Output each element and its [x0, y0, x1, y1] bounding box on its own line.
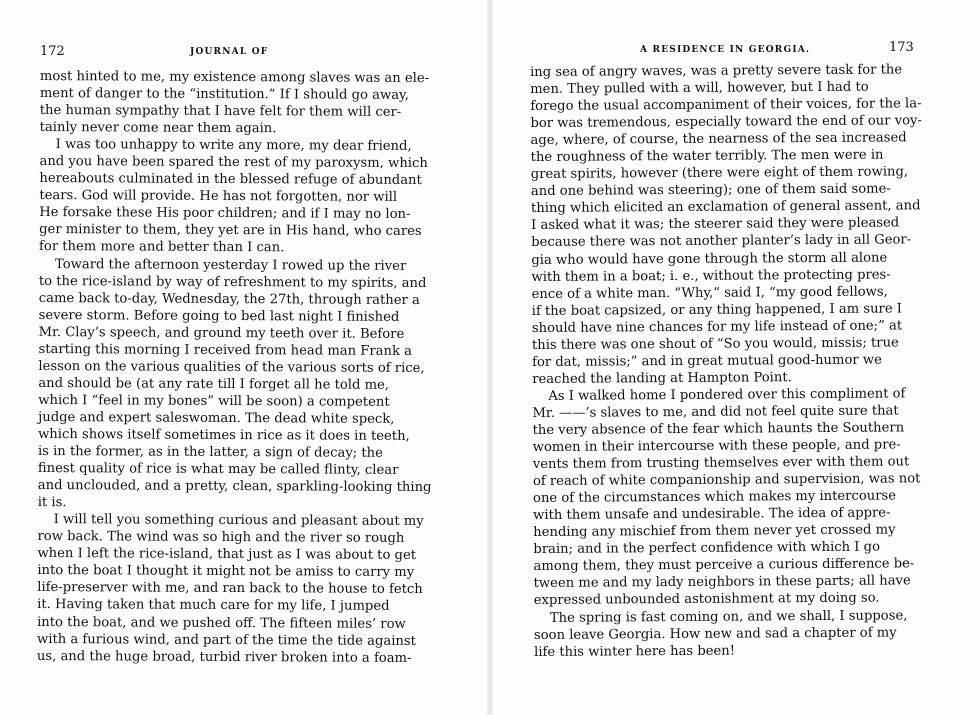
text-line: among them, they must perceive a curious difference be-: [533, 556, 915, 575]
text-line: judge and expert saleswoman. The dead white speck,: [38, 409, 395, 427]
text-line: for dat, missis;” and in great mutual good-humor we: [532, 352, 882, 370]
text-line: reached the landing at Hampton Point.: [532, 370, 792, 387]
text-line: life this winter here has been!: [534, 643, 736, 660]
text-line: ger minister to them, they yet are in His hand, who cares: [39, 222, 422, 240]
text-line: should have nine chances for my life instead of one;” at: [531, 318, 903, 336]
text-line: great spirits, however (there were eight of them rowing,: [530, 164, 909, 183]
text-line: if the boat capsized, or any thing happened, I am sure I: [531, 301, 902, 319]
text-line: because there was not another planter’s lady in all Geor-: [531, 232, 912, 251]
right-page-number: 173: [889, 40, 914, 55]
text-line: men. They pulled with a will, however, but I had to: [530, 79, 869, 98]
text-line: forego the usual accompaniment of their voices, for the la-: [530, 96, 922, 115]
text-line: vents them from trusting themselves ever with them out: [532, 454, 910, 473]
text-line: tween me and my lady neighbors in these parts; all have: [533, 573, 911, 592]
left-page-number: 172: [40, 44, 65, 59]
text-line: age, where, of course, the nearness of the sea increased: [530, 130, 907, 149]
right-page: [493, 0, 980, 715]
text-line: tears. God will provide. He has not forgotten, nor will: [39, 188, 398, 206]
text-line: to the rice-island by way of refreshment to my spirits, and: [38, 273, 427, 291]
text-line: expressed unbounded astonishment at my doing so.: [533, 591, 880, 609]
text-line: us, and the huge broad, turbid river broken into a foam-: [36, 648, 412, 666]
text-line: came back to-day, Wednesday, the 27th, through rather a: [38, 290, 420, 308]
text-line: The spring is fast coming on, and we shall, I suppose,: [549, 607, 908, 626]
text-line: it. Having taken that much care for my life, I jumped: [37, 597, 390, 615]
text-line: ment of danger to the “institution.” If I should go away,: [39, 86, 409, 103]
text-line: for them more and better than I can.: [39, 239, 285, 256]
text-line: severe storm. Before going to bed last night I finished: [38, 307, 400, 325]
text-line: hending any mischief from them never yet crossed my: [533, 522, 896, 541]
text-line: the human sympathy that I have felt for them will cer-: [39, 103, 402, 120]
text-line: and unclouded, and a pretty, clean, sparkling-looking thing: [37, 478, 432, 496]
text-line: starting this morning I received from head man Frank a: [38, 341, 412, 359]
text-line: Mr. ——’s slaves to me, and did not feel quite sure that: [532, 403, 899, 421]
text-line: I was too unhappy to write any more, my dear friend,: [55, 137, 412, 155]
text-line: of reach of white companionship and supervision, was not: [532, 471, 921, 490]
text-line: As I walked home I pondered over this compliment of: [548, 386, 906, 404]
text-line: and you have been spared the rest of my paroxysm, which: [39, 154, 428, 172]
text-line: tainly never come near them again.: [39, 120, 277, 137]
text-line: one of the circumstances which makes my intercourse: [532, 488, 897, 507]
text-line: this there was one shout of “So you would, missis; true: [531, 335, 899, 353]
text-line: the very absence of the fear which haunts the Southern: [532, 420, 905, 438]
text-line: life-preserver with me, and ran back to the house to fetch: [37, 580, 423, 598]
text-line: is in the former, as in the latter, a sign of decay; the: [37, 444, 383, 461]
text-line: into the boat, and we pushed off. The fifteen miles’ row: [37, 614, 406, 632]
text-line: with them unsafe and undesirable. The idea of appre-: [533, 505, 891, 524]
text-line: gia who would have gone through the storm all alone: [531, 250, 888, 268]
text-line: with them in a boat; i. e., without the protecting pres-: [531, 267, 891, 285]
left-page: [0, 0, 487, 715]
right-page-body: [530, 61, 929, 660]
text-line: and should be (at any rate till I forget all he told me,: [38, 375, 390, 393]
text-line: when I left the rice-island, that just as I was about to get: [37, 546, 417, 564]
left-page-body: [36, 68, 432, 667]
text-line: thing which elicited an exclamation of general assent, and: [530, 198, 921, 217]
text-line: finest quality of rice is what may be called flinty, clear: [37, 461, 399, 478]
text-line: Toward the afternoon yesterday I rowed up the river: [54, 256, 407, 274]
text-line: row back. The wind was so high and the river so rough: [37, 529, 405, 547]
text-line: I will tell you something curious and pleasant about my: [53, 512, 424, 530]
text-line: soon leave Georgia. How new and sad a chapter of my: [533, 625, 897, 643]
text-line: bor was tremendous, especially toward the end of our voy-: [530, 113, 922, 132]
text-line: which I “feel in my bones” will be soon) a competent: [38, 392, 390, 410]
text-line: lesson on the various qualities of the various sorts of rice,: [38, 358, 425, 376]
text-line: with a furious wind, and part of the time the tide against: [36, 631, 416, 649]
text-line: brain; and in the perfect confidence with which I go: [533, 539, 881, 558]
text-line: the roughness of the water terribly. The men were in: [530, 147, 884, 166]
text-line: into the boat I thought it might not be amiss to carry my: [37, 563, 415, 581]
text-line: I asked what it was; the steerer said they were pleased: [531, 215, 900, 234]
right-running-head: A RESIDENCE IN GEORGIA.: [640, 45, 811, 55]
text-line: hereabouts culminated in the blessed refuge of abundant: [39, 171, 422, 189]
text-line: He forsake these His poor children; and if I may no lon-: [39, 205, 411, 223]
text-line: and one behind was steering); one of them said some-: [530, 181, 891, 200]
text-line: most hinted to me, my existence among slaves was an ele-: [39, 68, 430, 87]
text-line: women in their intercourse with these people, and pre-: [532, 437, 901, 456]
text-line: it is.: [37, 495, 67, 511]
text-line: which shows itself sometimes in rice as it does in teeth,: [38, 426, 410, 444]
text-line: ing sea of angry waves, was a pretty severe task for the: [530, 62, 903, 80]
left-running-head: JOURNAL OF: [190, 47, 269, 57]
text-line: Mr. Clay’s speech, and ground my teeth over it. Before: [38, 324, 405, 342]
text-line: ence of a white man. “Why,” said I, “my good fellows,: [531, 284, 888, 302]
